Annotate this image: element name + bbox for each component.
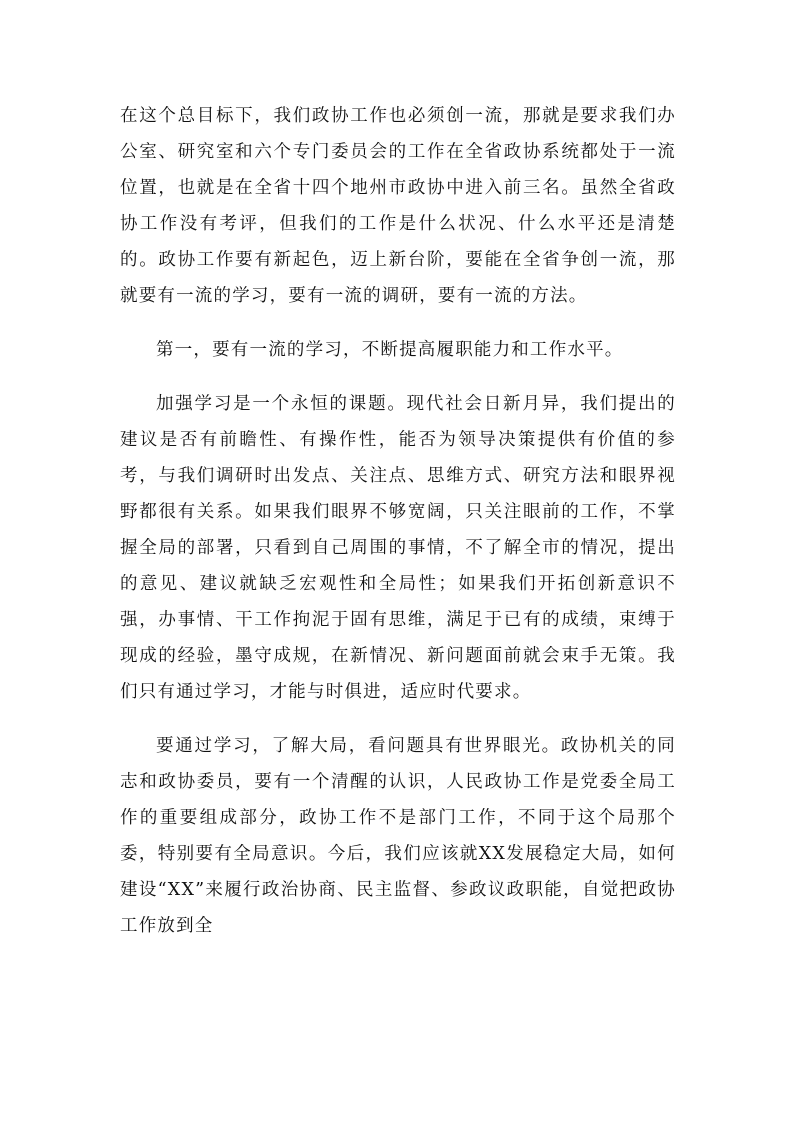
paragraph-learning: 加强学习是一个永恒的课题。现代社会日新月异，我们提出的建议是否有前瞻性、有操作性，能否为领导决策提供有价值的参考，与我们调研时出发点、关注点、思维方式、研究方法和眼界视野都很有关系。如果我们眼界不够宽阔，只关注眼前的工作，不掌握全局的部署，只看到自己周围的事情，不了解全市的情况，提出的意见、建议就缺乏宏观性和全局性；如果我们开拓创新意识不强，办事情、干工作拘泥于固有思维，满足于已有的成绩，束缚于现成的经验，墨守成规，在新情况、新问题面前就会束手无策。我们只有通过学习，才能与时俱进，适应时代要求。 xyxy=(120,394,676,702)
paragraph-intro: 在这个总目标下，我们政协工作也必须创一流，那就是要求我们办公室、研究室和六个专门委员会的工作在全省政协系统都处于一流位置，也就是在全省十四个地州市政协中进入前三名。虽然全省政协工作没有考评，但我们的工作是什么状况、什么水平还是清楚的。政协工作要有新起色，迈上新台阶，要能在全省争创一流，那就要有一流的学习，要有一流的调研，要有一流的方法。 xyxy=(120,106,676,306)
document-body xyxy=(120,98,676,944)
paragraph-big-picture: 要通过学习，了解大局，看问题具有世界眼光。政协机关的同志和政协委员，要有一个清醒的认识，人民政协工作是党委全局工作的重要组成部分，政协工作不是部门工作，不同于这个局那个委，特别要有全局意识。今后，我们应该就XX发展稳定大局，如何建设“XX”来履行政治协商、民主监督、参政议政职能，自觉把政协工作放到全 xyxy=(120,736,676,936)
section-heading-first: 第一，要有一流的学习，不断提高履职能力和工作水平。 xyxy=(156,340,624,360)
